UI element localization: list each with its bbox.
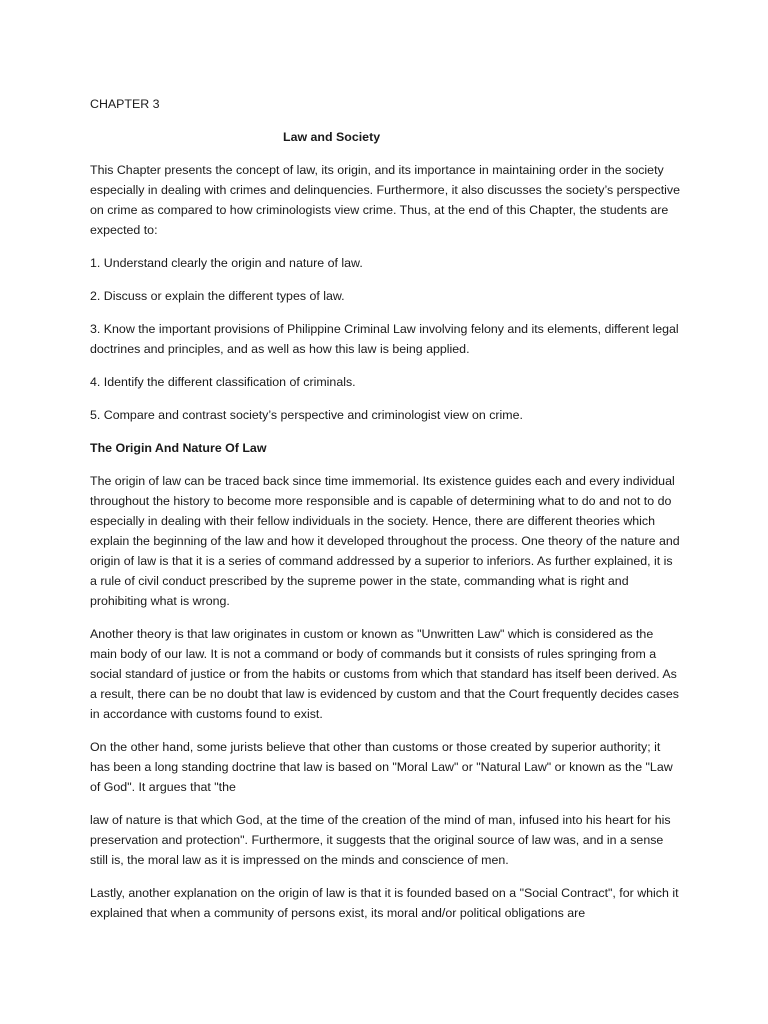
body-paragraph: law of nature is that which God, at the time of the creation of the mind of man, infused into his heart for his preservation and protection". Furthermore, it suggests that the original source of law was, and in a sense still is, the moral law as it is impressed on the minds and conscience of men. — [90, 813, 671, 867]
chapter-title: Law and Society — [283, 130, 381, 144]
objective-item: 4. Identify the different classification of criminals. — [90, 375, 356, 389]
objective-item: 5. Compare and contrast society’s perspective and criminologist view on crime. — [90, 408, 523, 422]
document-body — [90, 94, 680, 936]
chapter-label: CHAPTER 3 — [90, 97, 160, 111]
body-paragraph: On the other hand, some jurists believe that other than customs or those created by superior authority; it has been a long standing doctrine that law is based on "Moral Law" or "Natural Law" or known as the "Law of God". It argues that "the — [90, 740, 673, 794]
section-heading: The Origin And Nature Of Law — [90, 441, 267, 455]
objective-item: 2. Discuss or explain the different types of law. — [90, 289, 345, 303]
body-paragraph: The origin of law can be traced back since time immemorial. Its existence guides each and every individual throughout the history to become more responsible and is capable of determining what to do and not to do especially in dealing with their fellow individuals in the society. Hence, there are different theories which explain the beginning of the law and how it developed throughout the process. One theory of the nature and origin of law is that it is a series of command addressed by a superior to inferiors. As further explained, it is a rule of civil conduct prescribed by the supreme power in the state, commanding what is right and prohibiting what is wrong. — [90, 474, 680, 608]
body-paragraph: Lastly, another explanation on the origin of law is that it is founded based on a "Social Contract", for which it explained that when a community of persons exist, its moral and/or political obligations are — [90, 886, 679, 920]
intro-paragraph: This Chapter presents the concept of law, its origin, and its importance in maintaining order in the society especially in dealing with crimes and delinquencies. Furthermore, it also discusses the society’s perspective on crime as compared to how criminologists view crime. Thus, at the end of this Chapter, the students are expected to: — [90, 163, 680, 237]
objective-item: 3. Know the important provisions of Philippine Criminal Law involving felony and its elements, different legal doctrines and principles, and as well as how this law is being applied. — [90, 322, 679, 356]
body-paragraph: Another theory is that law originates in custom or known as "Unwritten Law" which is considered as the main body of our law. It is not a command or body of commands but it consists of rules springing from a social standard of justice or from the habits or customs from which that standard has itself been derived. As a result, there can be no doubt that law is evidenced by custom and that the Court frequently decides cases in accordance with customs found to exist. — [90, 627, 679, 721]
objective-item: 1. Understand clearly the origin and nature of law. — [90, 256, 363, 270]
